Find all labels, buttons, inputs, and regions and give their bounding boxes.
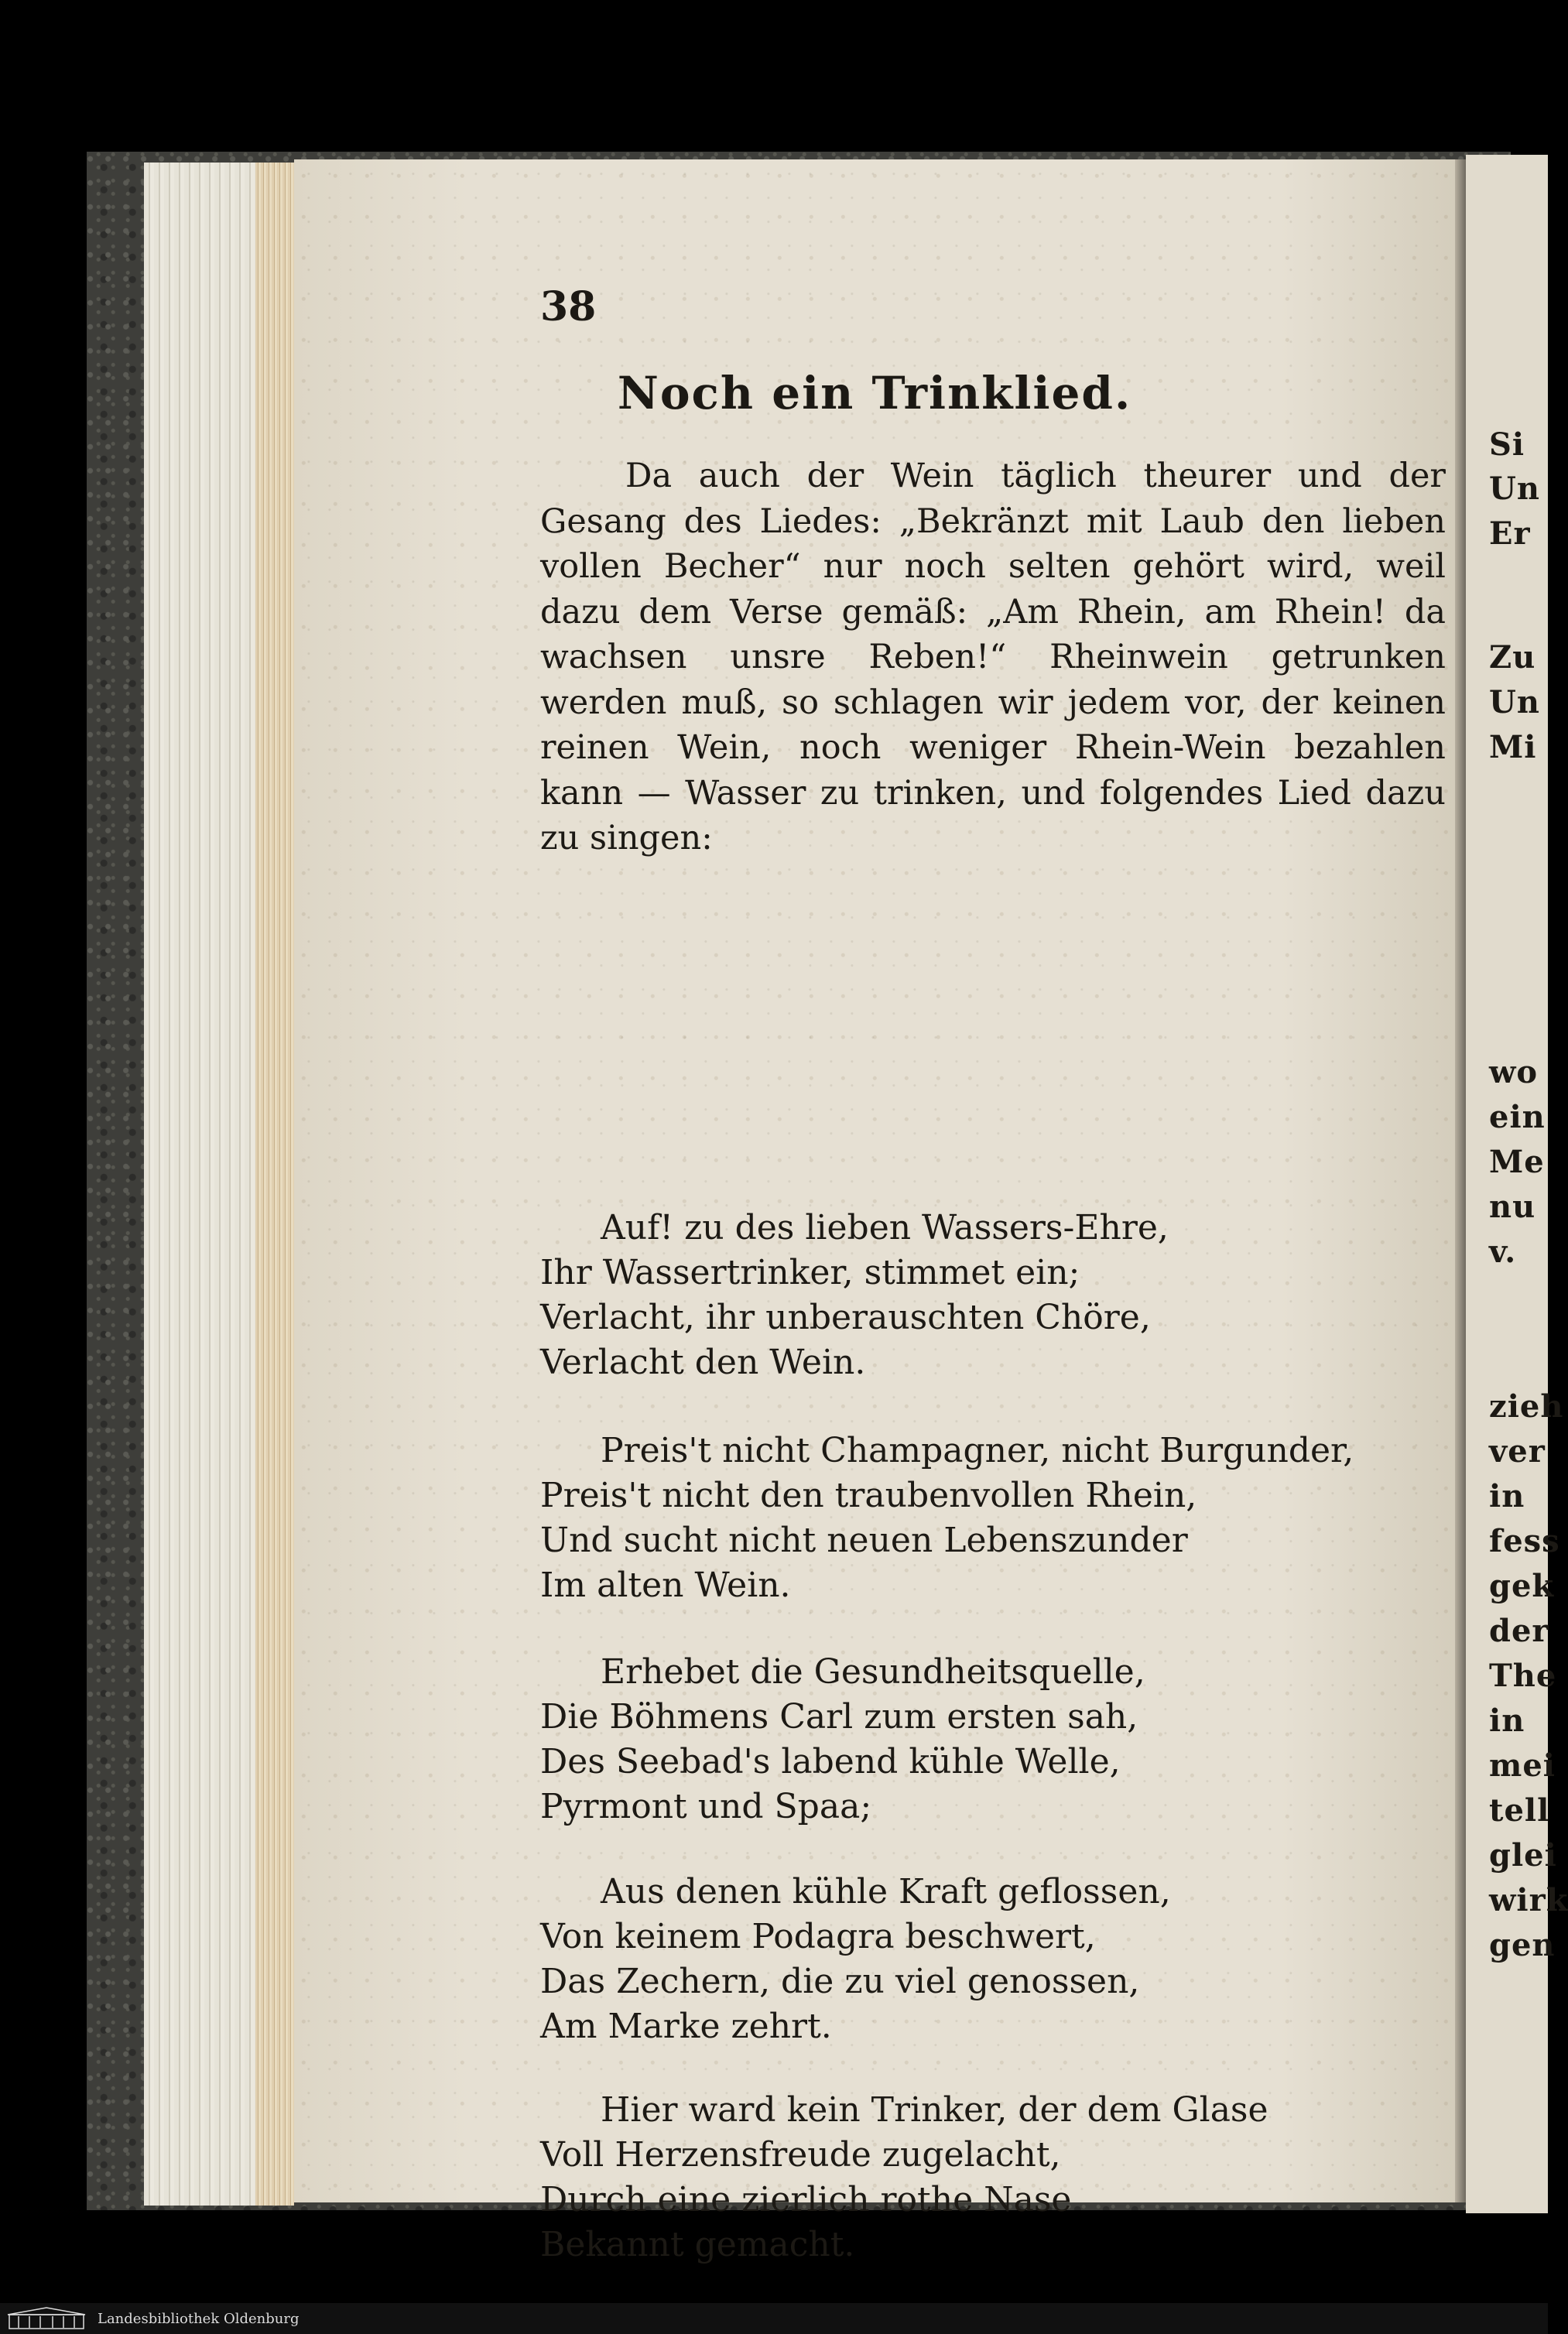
verse-line: Am Marke zehrt. xyxy=(540,2007,832,2046)
facing-fragment: nu xyxy=(1489,1189,1536,1225)
facing-fragment: Zu xyxy=(1489,639,1536,676)
stanza-3 xyxy=(540,1650,1145,1829)
verse-line: Durch eine zierlich rothe Nase xyxy=(540,2180,1072,2219)
facing-fragment: ver xyxy=(1489,1433,1546,1470)
verse-line: Pyrmont und Spaa; xyxy=(540,1787,872,1826)
facing-fragment: The xyxy=(1489,1658,1557,1694)
verse-line: Bekannt gemacht. xyxy=(540,2225,855,2264)
facing-fragment: Er xyxy=(1489,515,1531,552)
verse-line: Aus denen kühle Kraft geflossen, xyxy=(601,1872,1171,1911)
intro-paragraph xyxy=(540,453,1446,861)
verse-line: Und sucht nicht neuen Lebenszunder xyxy=(540,1521,1188,1560)
verse-line: Erhebet die Gesundheitsquelle, xyxy=(601,1652,1145,1692)
facing-fragment: Un xyxy=(1489,471,1540,507)
verse-line: Von keinem Podagra beschwert, xyxy=(540,1917,1096,1956)
intro-text: Da auch der Wein täglich theurer und der Gesang des Liedes: „Bekränzt mit Laub den lieben vollen Becher“ nur noch selten gehört wird, weil dazu dem Verse gemäß: „Am Rhein, am Rhein! da wachsen unsre Reben!“ Rheinwein getrunken werden muß, so schlagen wir jedem vor, der keinen reinen Wein, noch weniger Rhein-Wein bezahlen kann — Wasser zu trinken, und folgendes Lied dazu zu singen: xyxy=(540,457,1446,857)
verse-line: Verlacht, ihr unberauschten Chöre, xyxy=(540,1298,1151,1337)
stanza-1 xyxy=(540,1206,1169,1385)
verse-line: Preis't nicht den traubenvollen Rhein, xyxy=(540,1476,1197,1515)
facing-fragment: mei xyxy=(1489,1747,1556,1784)
facing-fragment: Si xyxy=(1489,426,1525,463)
facing-fragment: Mi xyxy=(1489,729,1537,765)
facing-fragment: zieh xyxy=(1489,1388,1564,1425)
verse-line: Hier ward kein Trinker, der dem Glase xyxy=(601,2090,1268,2130)
stanza-5 xyxy=(540,2088,1268,2267)
page-edges-inner xyxy=(255,163,294,2206)
facing-fragment: Un xyxy=(1489,684,1540,720)
poem-title: Noch ein Trinklied. xyxy=(617,367,1132,419)
facing-fragment: in xyxy=(1489,1478,1525,1514)
page-number: 38 xyxy=(540,283,597,330)
facing-fragment: wirk xyxy=(1489,1882,1568,1918)
facing-page xyxy=(1466,155,1568,2213)
book-page xyxy=(294,159,1455,2264)
facing-fragment: Me xyxy=(1489,1144,1545,1180)
library-building-icon xyxy=(8,2307,85,2330)
footer-bar xyxy=(0,2303,1548,2334)
facing-fragment: in xyxy=(1489,1703,1525,1739)
facing-fragment: der xyxy=(1489,1613,1549,1649)
verse-line: Voll Herzensfreude zugelacht, xyxy=(540,2135,1061,2175)
facing-fragment: tell xyxy=(1489,1792,1550,1829)
verse-line: Des Seebad's labend kühle Welle, xyxy=(540,1742,1121,1781)
verse-line: Das Zechern, die zu viel genossen, xyxy=(540,1962,1140,2001)
facing-fragment: v. xyxy=(1489,1234,1517,1270)
verse-line: Ihr Wassertrinker, stimmet ein; xyxy=(540,1253,1080,1292)
verse-line: Verlacht den Wein. xyxy=(540,1343,866,1382)
stanza-2 xyxy=(540,1429,1354,1608)
facing-fragment: fess xyxy=(1489,1523,1560,1559)
footer-credit: Landesbibliothek Oldenburg xyxy=(98,2310,300,2327)
facing-fragment: gek xyxy=(1489,1568,1555,1604)
verse-line: Die Böhmens Carl zum ersten sah, xyxy=(540,1697,1138,1737)
book-gutter xyxy=(1455,159,1466,2202)
verse-line: Im alten Wein. xyxy=(540,1566,791,1605)
facing-fragment: gen xyxy=(1489,1927,1556,1963)
facing-fragment: glei xyxy=(1489,1837,1557,1874)
verse-line: Auf! zu des lieben Wassers-Ehre, xyxy=(601,1208,1169,1247)
stanza-4 xyxy=(540,1870,1171,2049)
facing-fragment: wo xyxy=(1489,1054,1539,1090)
facing-fragment: ein xyxy=(1489,1099,1546,1135)
verse-line: Preis't nicht Champagner, nicht Burgunder, xyxy=(601,1431,1354,1470)
